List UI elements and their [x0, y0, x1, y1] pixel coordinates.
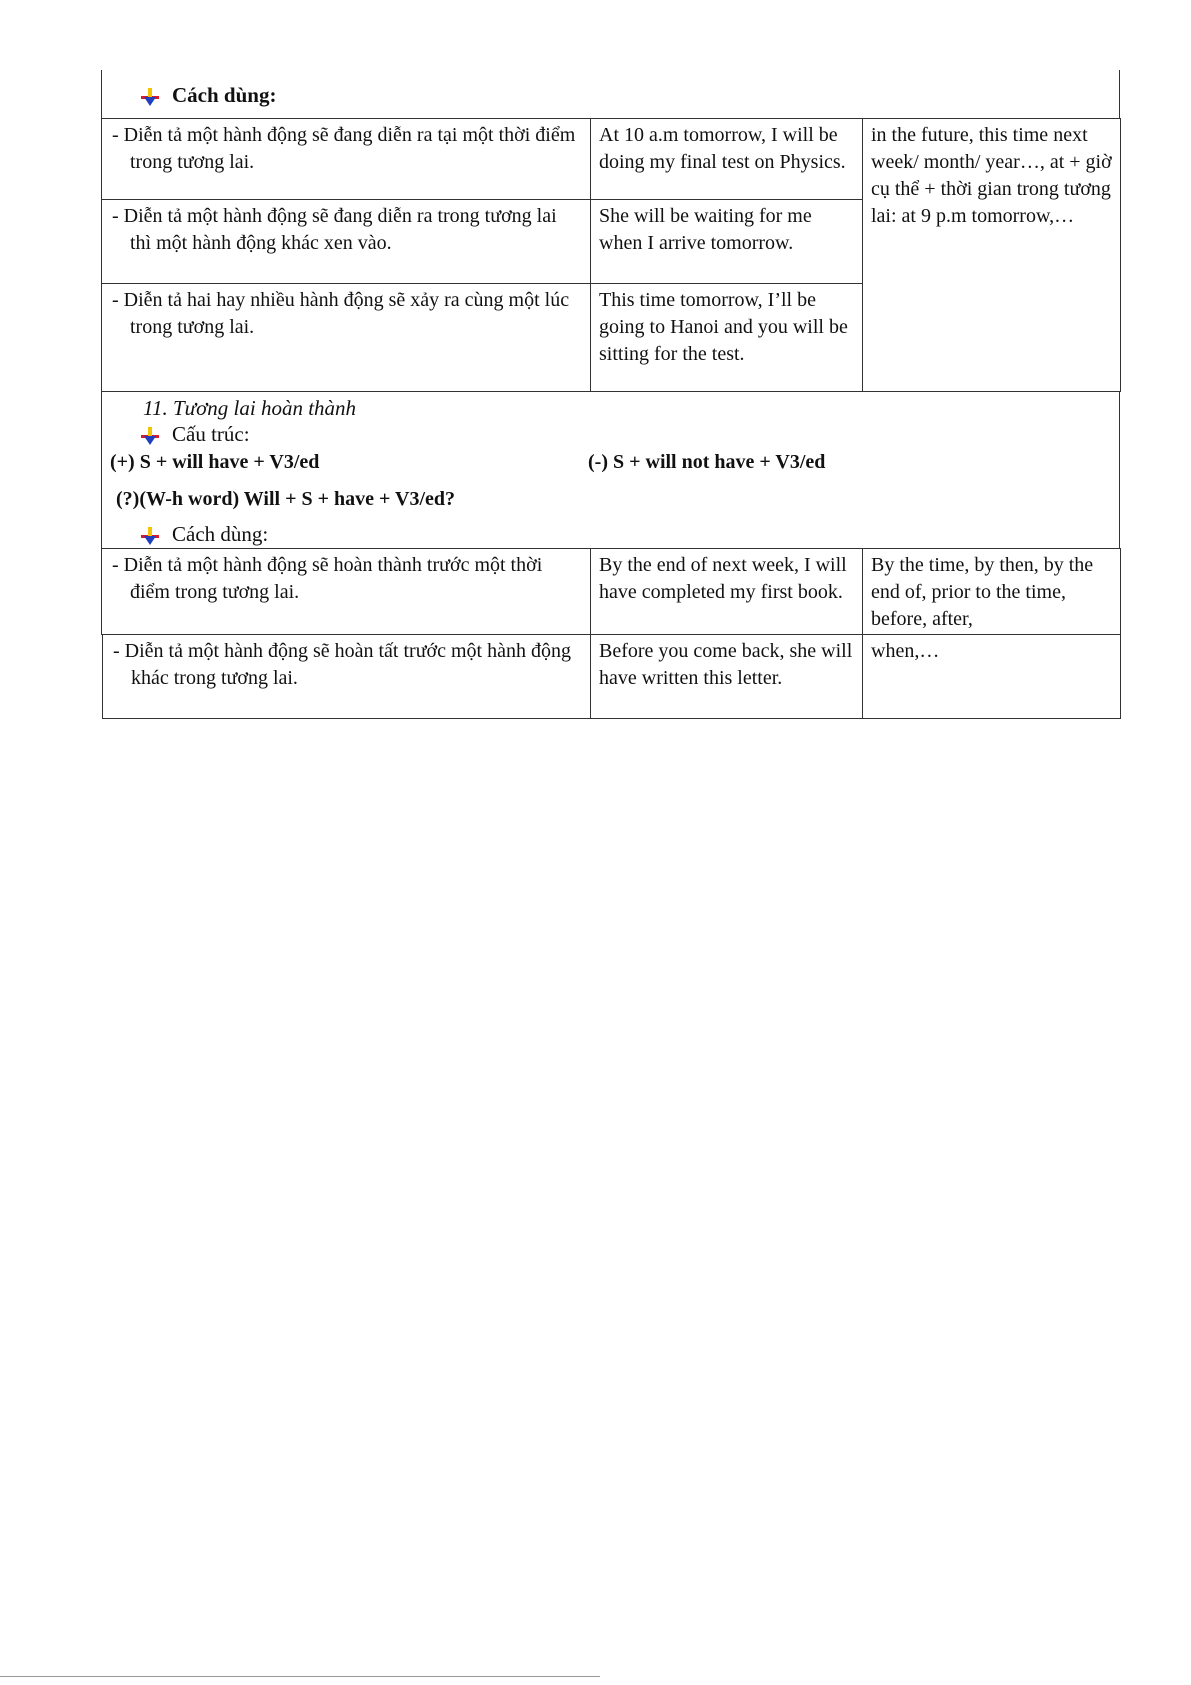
- signal-words: when,…: [863, 635, 1121, 719]
- section11-title: 11. Tương lai hoàn thành: [143, 396, 357, 420]
- negative-structure: (-) S + will not have + V3/ed: [588, 451, 826, 473]
- usage-description: - Diễn tả hai hay nhiều hành động sẽ xảy ra cùng một lúc trong tương lai.: [102, 284, 591, 392]
- usage-description: - Diễn tả một hành động sẽ hoàn thành trước một thời điểm trong tương lai.: [102, 549, 591, 635]
- arrow-down-icon: [140, 87, 160, 107]
- section10-usage-table: [101, 118, 1121, 392]
- section11-structure-heading: Cấu trúc:: [140, 422, 250, 446]
- signal-words: By the time, by then, by the end of, prior to the time, before, after,: [863, 549, 1121, 635]
- frame-right-line: [1119, 392, 1120, 548]
- arrow-down-icon: [140, 426, 160, 446]
- section11-usage-table: [101, 548, 1121, 635]
- usage-description: - Diễn tả một hành động sẽ đang diễn ra tại một thời điểm trong tương lai.: [102, 119, 591, 200]
- usage-description: - Diễn tả một hành động sẽ đang diễn ra trong tương lai thì một hành động khác xen vào.: [102, 200, 591, 284]
- frame-left-line: [101, 392, 102, 548]
- section11-usage-heading: Cách dùng:: [140, 522, 268, 546]
- frame-left-line: [101, 70, 102, 118]
- usage-description: - Diễn tả một hành động sẽ hoàn tất trước một hành động khác trong tương lai.: [103, 635, 591, 719]
- positive-structure: (+) S + will have + V3/ed: [110, 451, 320, 473]
- section11-usage-table-continued: [102, 634, 1121, 719]
- usage-example: By the end of next week, I will have completed my first book.: [591, 549, 863, 635]
- table-row: [103, 635, 1121, 719]
- usage-example: At 10 a.m tomorrow, I will be doing my final test on Physics.: [591, 119, 863, 200]
- frame-right-line: [1119, 70, 1120, 118]
- usage-example: Before you come back, she will have written this letter.: [591, 635, 863, 719]
- arrow-down-icon: [140, 526, 160, 546]
- usage-example: This time tomorrow, I’ll be going to Hanoi and you will be sitting for the test.: [591, 284, 863, 392]
- footer-rule: [0, 1676, 600, 1677]
- question-structure: (?)(W-h word) Will + S + have + V3/ed?: [116, 488, 456, 510]
- section10-usage-heading: Cách dùng:: [140, 83, 276, 107]
- signal-words: in the future, this time next week/ month/ year…, at + giờ cụ thể + thời gian trong tương lai: at 9 p.m tomorrow,…: [863, 119, 1121, 392]
- table-row: [102, 119, 1121, 200]
- table-row: [102, 549, 1121, 635]
- usage-example: She will be waiting for me when I arrive tomorrow.: [591, 200, 863, 284]
